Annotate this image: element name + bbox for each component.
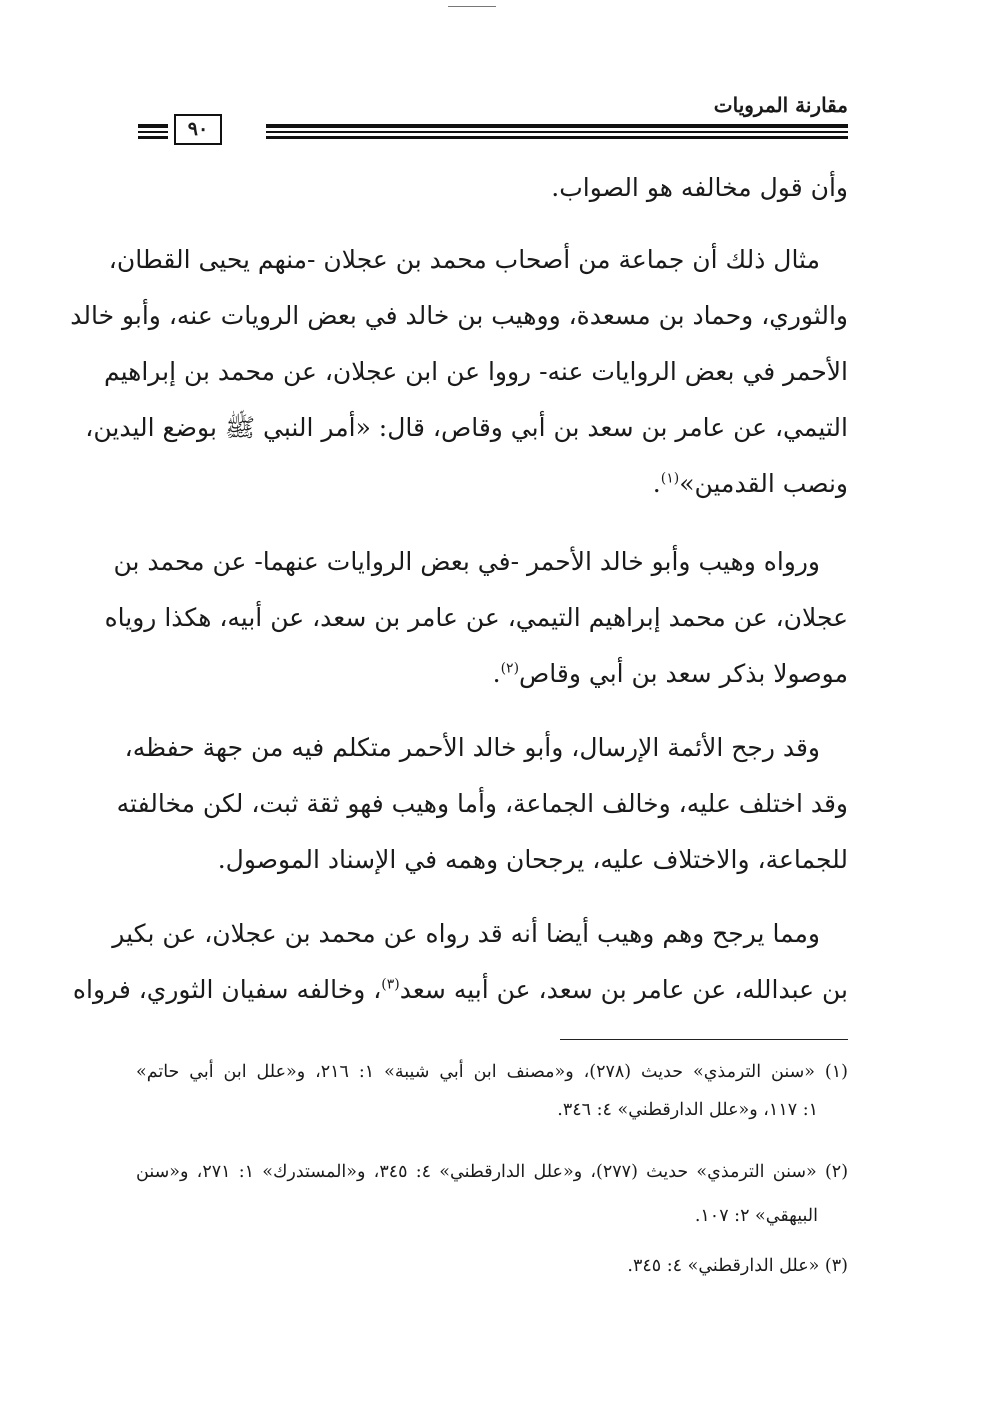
text-line [72,967,848,1013]
text-line: ومما يرجح وهم وهيب أيضا أنه قد رواه عن محمد بن عجلان، عن بكير [112,919,820,948]
text-line: للجماعة، والاختلاف عليه، يرجحان وهمه في الإسناد الموصول. [217,845,848,874]
text-line [136,461,848,507]
text-span: بن عبدالله، عن عامر بن سعد، عن أبيه سعد [399,975,848,1004]
running-header [138,88,848,148]
footnote-separator [560,1039,848,1040]
header-rule [266,124,848,128]
text-line: مثال ذلك أن جماعة من أصحاب محمد بن عجلان -منهم يحيى القطان، [108,245,820,274]
header-rule-left [138,124,168,128]
text-line: وأن قول مخالفه هو الصواب. [551,173,848,202]
text-line: التيمي، عن عامر بن سعد بن أبي وقاص، قال: «أمر النبي ﷺ بوضع اليدين، [85,413,848,442]
footnote-line: (١) «سنن الترمذي» حديث (٢٧٨)، و«مصنف ابن أبي شيبة» ١: ٢١٦، و«علل ابن أبي حاتم» [136,1062,848,1082]
text-line [136,651,848,697]
text-span: . [492,659,501,688]
footnote-line: (٢) «سنن الترمذي» حديث (٢٧٧)، و«علل الدارقطني» ٤: ٣٤٥، و«المستدرك» ١: ٢٧١، و«سنن [136,1162,849,1182]
header-rule-left [138,136,168,139]
footnote-line: البيهقي» ٢: ١٠٧. [694,1206,818,1226]
header-rule-left [138,131,168,133]
text-line: الأحمر في بعض الروايات عنه- رووا عن ابن عجلان، عن محمد بن إبراهيم [104,357,848,386]
header-rule [266,131,848,133]
text-line: وقد رجح الأئمة الإرسال، وأبو خالد الأحمر متكلم فيه من جهة حفظه، [124,733,820,762]
text-span: ونصب القدمين» [679,469,848,498]
page-number: ٩٠ [174,114,222,145]
top-edge-mark [448,6,496,7]
text-line: والثوري، وحماد بن مسعدة، ووهيب بن خالد في بعض الرويات عنه، وأبو خالد [70,301,848,330]
text-line: ورواه وهيب وأبو خالد الأحمر -في بعض الروايات عنهما- عن محمد بن [113,547,820,576]
header-rule [266,136,848,139]
text-span: موصولا بذكر سعد بن أبي وقاص [519,659,848,688]
text-span: ، وخالفه سفيان الثوري، فرواه [72,975,382,1004]
header-title: مقارنة المرويات [713,93,848,117]
text-line: وقد اختلف عليه، وخالف الجماعة، وأما وهيب فهو ثقة ثبت، لكن مخالفته [116,789,848,818]
footnote-ref: (٢) [500,660,520,677]
footnote-line: (٣) «علل الدارقطني» ٤: ٣٤٥. [627,1256,848,1276]
footnote-line: ١: ١١٧، و«علل الدارقطني» ٤: ٣٤٦. [557,1100,818,1120]
text-span: . [652,469,661,498]
text-line: عجلان، عن محمد إبراهيم التيمي، عن عامر بن سعد، عن أبيه، هكذا روياه [104,603,848,632]
footnote-ref: (٣) [381,976,400,993]
footnote-ref: (١) [660,470,680,487]
